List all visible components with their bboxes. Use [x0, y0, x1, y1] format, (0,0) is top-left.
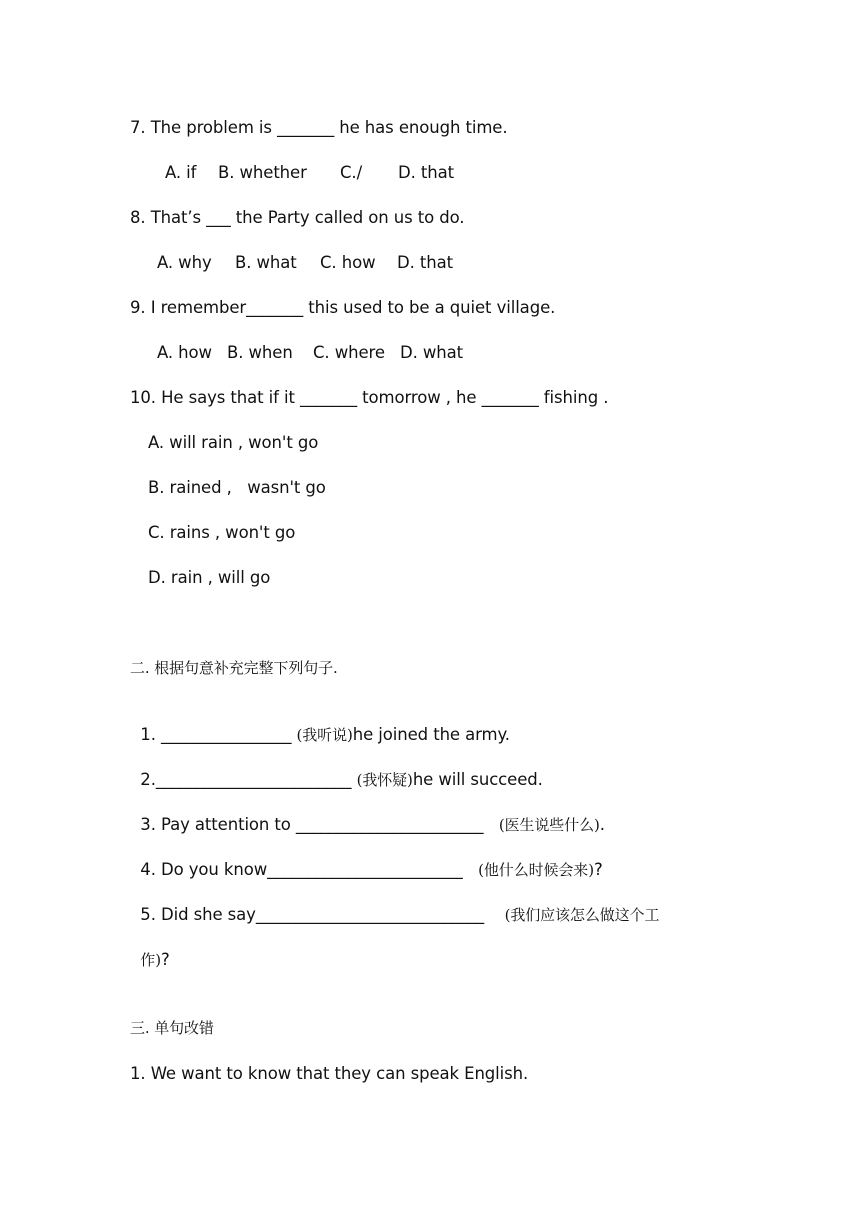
item-hint-wrap: 作)	[140, 951, 161, 969]
item-hint: (我听说)	[296, 726, 353, 744]
question-7-option-a: A. if	[165, 163, 197, 182]
question-8-option-d: D. that	[397, 253, 454, 272]
question-10-option-d: D. rain , will go	[148, 568, 271, 587]
question-10-option-c: C. rains , won't go	[148, 523, 296, 542]
item-prefix: 5. Did she say____________________________	[140, 905, 505, 924]
question-7-option-c: C./	[340, 163, 363, 182]
question-8-option-b: B. what	[235, 253, 297, 272]
item-suffix-wrap: ?	[160, 950, 170, 969]
item-suffix: .	[599, 815, 605, 834]
item-hint: (我们应该怎么做这个工	[504, 906, 660, 924]
question-8-option-c: C. how	[320, 253, 376, 272]
question-8-option-a: A. why	[157, 253, 212, 272]
question-8-stem: 8. That’s ___ the Party called on us to do.	[130, 208, 465, 227]
question-7-option-b: B. whether	[218, 163, 307, 182]
item-hint: (他什么时候会来)	[478, 861, 594, 879]
item-suffix: he will succeed.	[412, 770, 543, 789]
section-2-item	[130, 882, 659, 926]
question-10-stem: 10. He says that if it _______ tomorrow , he _______ fishing .	[130, 388, 609, 407]
question-9-option-b: B. when	[227, 343, 293, 362]
question-9-stem: 9. I remember_______ this used to be a quiet village.	[130, 298, 556, 317]
item-prefix: 3. Pay attention to _______________________	[140, 815, 499, 834]
item-hint: (医生说些什么)	[498, 816, 600, 834]
section-2-title: 二. 根据句意补充完整下列句子.	[130, 659, 338, 677]
question-9-option-d: D. what	[400, 343, 464, 362]
section-2-item	[130, 702, 510, 746]
section-2-item	[130, 792, 605, 836]
question-7-stem: 7. The problem is _______ he has enough time.	[130, 118, 508, 137]
item-hint: (我怀疑)	[356, 771, 413, 789]
section-2-item	[130, 747, 543, 791]
item-prefix: 2.________________________	[140, 770, 357, 789]
section-3-title: 三. 单句改错	[130, 1019, 214, 1037]
question-9-option-a: A. how	[157, 343, 212, 362]
question-9-option-c: C. where	[313, 343, 385, 362]
section-3-item: 1. We want to know that they can speak English.	[130, 1064, 529, 1083]
question-10-option-a: A. will rain , won't go	[148, 433, 319, 452]
item-prefix: 4. Do you know________________________	[140, 860, 479, 879]
item-prefix: 1. ________________	[140, 725, 297, 744]
item-suffix: he joined the army.	[352, 725, 510, 744]
item-suffix: ?	[593, 860, 603, 879]
section-2-item-wrap	[130, 927, 170, 971]
question-10-option-b: B. rained , wasn't go	[148, 478, 326, 497]
question-7-option-d: D. that	[398, 163, 455, 182]
section-2-item	[130, 837, 603, 881]
